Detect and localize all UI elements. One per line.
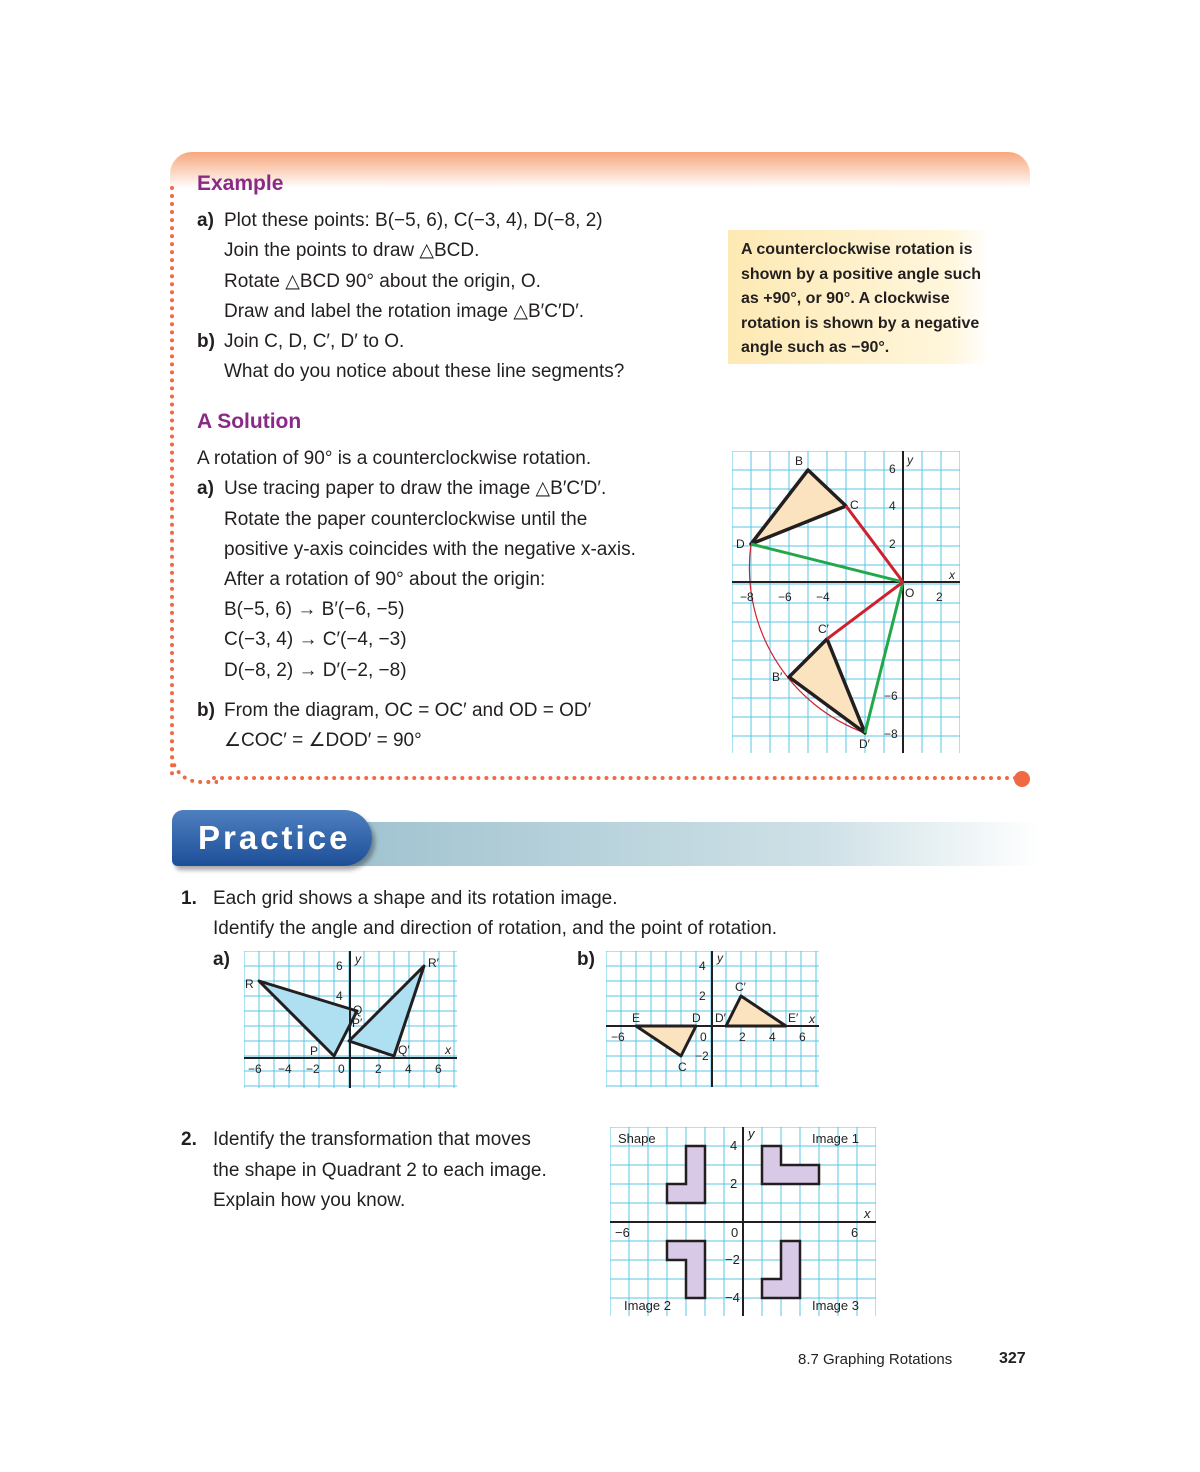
q2-line-1: Identify the transformation that moves <box>213 1129 531 1150</box>
q1-number: 1. <box>181 888 197 909</box>
label-axis-x: x <box>949 568 955 582</box>
q1a-tick-x-0: 0 <box>338 1062 345 1076</box>
tick-x-neg4: −4 <box>816 590 830 604</box>
q2-tick-x-6: 6 <box>851 1225 859 1240</box>
q1a-label-axis-x: x <box>445 1043 451 1057</box>
label-r1: R′ <box>428 956 439 970</box>
note-line-3: as +90°, or 90°. A clockwise <box>741 290 950 307</box>
q2-tick-x-0: 0 <box>731 1225 739 1240</box>
label-b1: B′ <box>772 670 783 684</box>
footer-section-title: 8.7 Graphing Rotations <box>798 1351 953 1368</box>
q1a-tick-y-4: 4 <box>336 989 343 1003</box>
solution-a-line-1: Use tracing paper to draw the image △B′C′D′. <box>224 478 607 499</box>
example-b-line-2: What do you notice about these line segments? <box>224 361 625 382</box>
label-axis-y: y <box>907 453 913 467</box>
label-e-b: E <box>632 1011 641 1025</box>
q2-tick-y-neg2: −2 <box>725 1252 740 1267</box>
q1b-label-axis-x: x <box>809 1012 815 1026</box>
example-a-line-1: Plot these points: B(−5, 6), C(−3, 4), D(−8, 2) <box>224 210 603 231</box>
footer-page-number: 327 <box>999 1350 1026 1367</box>
q1b-graph <box>606 951 819 1087</box>
q2-line-3: Explain how you know. <box>213 1190 406 1211</box>
solution-a-map-d: D(−8, 2) → D′(−2, −8) <box>224 660 407 681</box>
note-line-5: angle such as −90°. <box>741 339 890 356</box>
example-heading: Example <box>197 172 284 195</box>
example-header-band <box>170 152 1030 188</box>
q1a-tick-x-6: 6 <box>435 1062 442 1076</box>
label-q: Q <box>353 1003 363 1017</box>
q1a-tick-x-neg2: −2 <box>306 1062 320 1076</box>
label-q1: Q′ <box>398 1043 410 1057</box>
q1-part-b-label: b) <box>577 949 595 970</box>
q1b-tick-y-neg2: −2 <box>695 1049 709 1063</box>
q1a-tick-x-4: 4 <box>405 1062 412 1076</box>
label-d1-b: D′ <box>715 1011 726 1025</box>
solution-b-line-2: ∠COC′ = ∠DOD′ = 90° <box>224 730 422 751</box>
example-dotted-border-corner <box>170 740 218 784</box>
note-line-4: rotation is shown by a negative <box>741 314 980 332</box>
label-c1-b: C′ <box>735 980 746 994</box>
q2-number: 2. <box>181 1129 197 1150</box>
label-e1-b: E′ <box>788 1011 799 1025</box>
q1b-tick-y-4: 4 <box>699 959 706 973</box>
q2-tick-y-4: 4 <box>730 1138 738 1153</box>
q1b-tick-x-6: 6 <box>799 1030 806 1044</box>
solution-part-a-label: a) <box>197 478 214 499</box>
q1a-tick-x-neg4: −4 <box>278 1062 292 1076</box>
example-part-a-label: a) <box>197 210 214 231</box>
example-part-b-label: b) <box>197 331 215 352</box>
q2-tick-y-2: 2 <box>730 1176 738 1191</box>
example-a-line-3: Rotate △BCD 90° about the origin, O. <box>224 271 541 292</box>
tick-x-neg8: −8 <box>740 590 754 604</box>
q1b-tick-x-2: 2 <box>739 1030 746 1044</box>
example-border-end-dot <box>1014 771 1030 787</box>
solution-a-line-3: positive y-axis coincides with the negative x-axis. <box>224 539 636 560</box>
q1-line-1: Each grid shows a shape and its rotation image. <box>213 888 618 909</box>
solution-part-b-label: b) <box>197 700 215 721</box>
example-dotted-border-bottom <box>212 776 1018 780</box>
q2-label-axis-x: x <box>864 1206 871 1221</box>
label-p1: P′ <box>352 1016 363 1030</box>
q1b-tick-x-neg6: −6 <box>611 1030 625 1044</box>
q2-tick-x-neg6: −6 <box>615 1225 630 1240</box>
solution-intro: A rotation of 90° is a counterclockwise rotation. <box>197 448 592 469</box>
label-b: B <box>795 454 804 468</box>
tick-x-2: 2 <box>936 590 943 604</box>
q1a-tick-y-6: 6 <box>336 959 343 973</box>
q2-label-axis-y: y <box>748 1127 755 1141</box>
tick-y-neg6: −6 <box>884 689 898 703</box>
triangle-bcd <box>751 470 846 544</box>
shape-quadrant-2 <box>667 1146 705 1203</box>
q1a-tick-x-2: 2 <box>375 1062 382 1076</box>
rotation-direction-note <box>728 230 990 364</box>
tick-y-4: 4 <box>889 499 896 513</box>
q1-part-a-label: a) <box>213 949 230 970</box>
solution-b-line-1: From the diagram, OC = OC′ and OD = OD′ <box>224 700 592 721</box>
q1-line-2: Identify the angle and direction of rotation, and the point of rotation. <box>213 918 778 939</box>
solution-a-map-b: B(−5, 6) → B′(−6, −5) <box>224 599 405 620</box>
note-line-1: A counterclockwise rotation is <box>741 241 973 258</box>
solution-a-line-4: After a rotation of 90° about the origin: <box>224 569 546 590</box>
q2-graph <box>610 1127 876 1316</box>
example-rotation-graph <box>732 451 960 753</box>
tick-y-6: 6 <box>889 462 896 476</box>
label-image-2: Image 2 <box>624 1298 671 1313</box>
label-image-1: Image 1 <box>812 1131 859 1146</box>
q2-tick-y-neg4: −4 <box>725 1290 740 1305</box>
q2-line-2: the shape in Quadrant 2 to each image. <box>213 1160 547 1181</box>
solution-heading: A Solution <box>197 410 302 433</box>
tick-y-2: 2 <box>889 537 896 551</box>
solution-a-map-c: C(−3, 4) → C′(−4, −3) <box>224 629 407 650</box>
q1b-tick-x-0: 0 <box>700 1030 707 1044</box>
label-c1: C′ <box>818 622 829 636</box>
note-line-2: shown by a positive angle such <box>741 265 982 283</box>
q1b-tick-x-4: 4 <box>769 1030 776 1044</box>
q1a-label-axis-y: y <box>355 952 361 966</box>
image-1 <box>762 1146 819 1184</box>
tick-x-neg6: −6 <box>778 590 792 604</box>
practice-title: Practice <box>172 810 372 866</box>
label-d: D <box>736 537 745 551</box>
image-2 <box>667 1241 705 1298</box>
example-b-line-1: Join C, D, C′, D′ to O. <box>224 331 405 352</box>
example-a-line-4: Draw and label the rotation image △B′C′D′. <box>224 301 585 322</box>
q1b-tick-y-2: 2 <box>699 989 706 1003</box>
label-shape: Shape <box>618 1131 656 1146</box>
image-3 <box>762 1241 800 1298</box>
label-d1: D′ <box>859 737 870 751</box>
label-c-b: C <box>678 1060 687 1074</box>
label-p: P <box>310 1044 319 1058</box>
solution-a-line-2: Rotate the paper counterclockwise until the <box>224 509 588 530</box>
q1a-graph <box>244 951 457 1088</box>
example-dotted-border-left <box>170 186 174 776</box>
label-image-3: Image 3 <box>812 1298 859 1313</box>
q1a-tick-x-neg6: −6 <box>248 1062 262 1076</box>
label-d-b: D <box>692 1011 701 1025</box>
tick-y-neg8: −8 <box>884 727 898 741</box>
example-a-line-2: Join the points to draw △BCD. <box>224 240 480 261</box>
label-origin: O <box>905 586 915 600</box>
label-r: R <box>245 977 254 991</box>
q1b-label-axis-y: y <box>717 951 723 965</box>
label-c: C <box>850 498 859 512</box>
